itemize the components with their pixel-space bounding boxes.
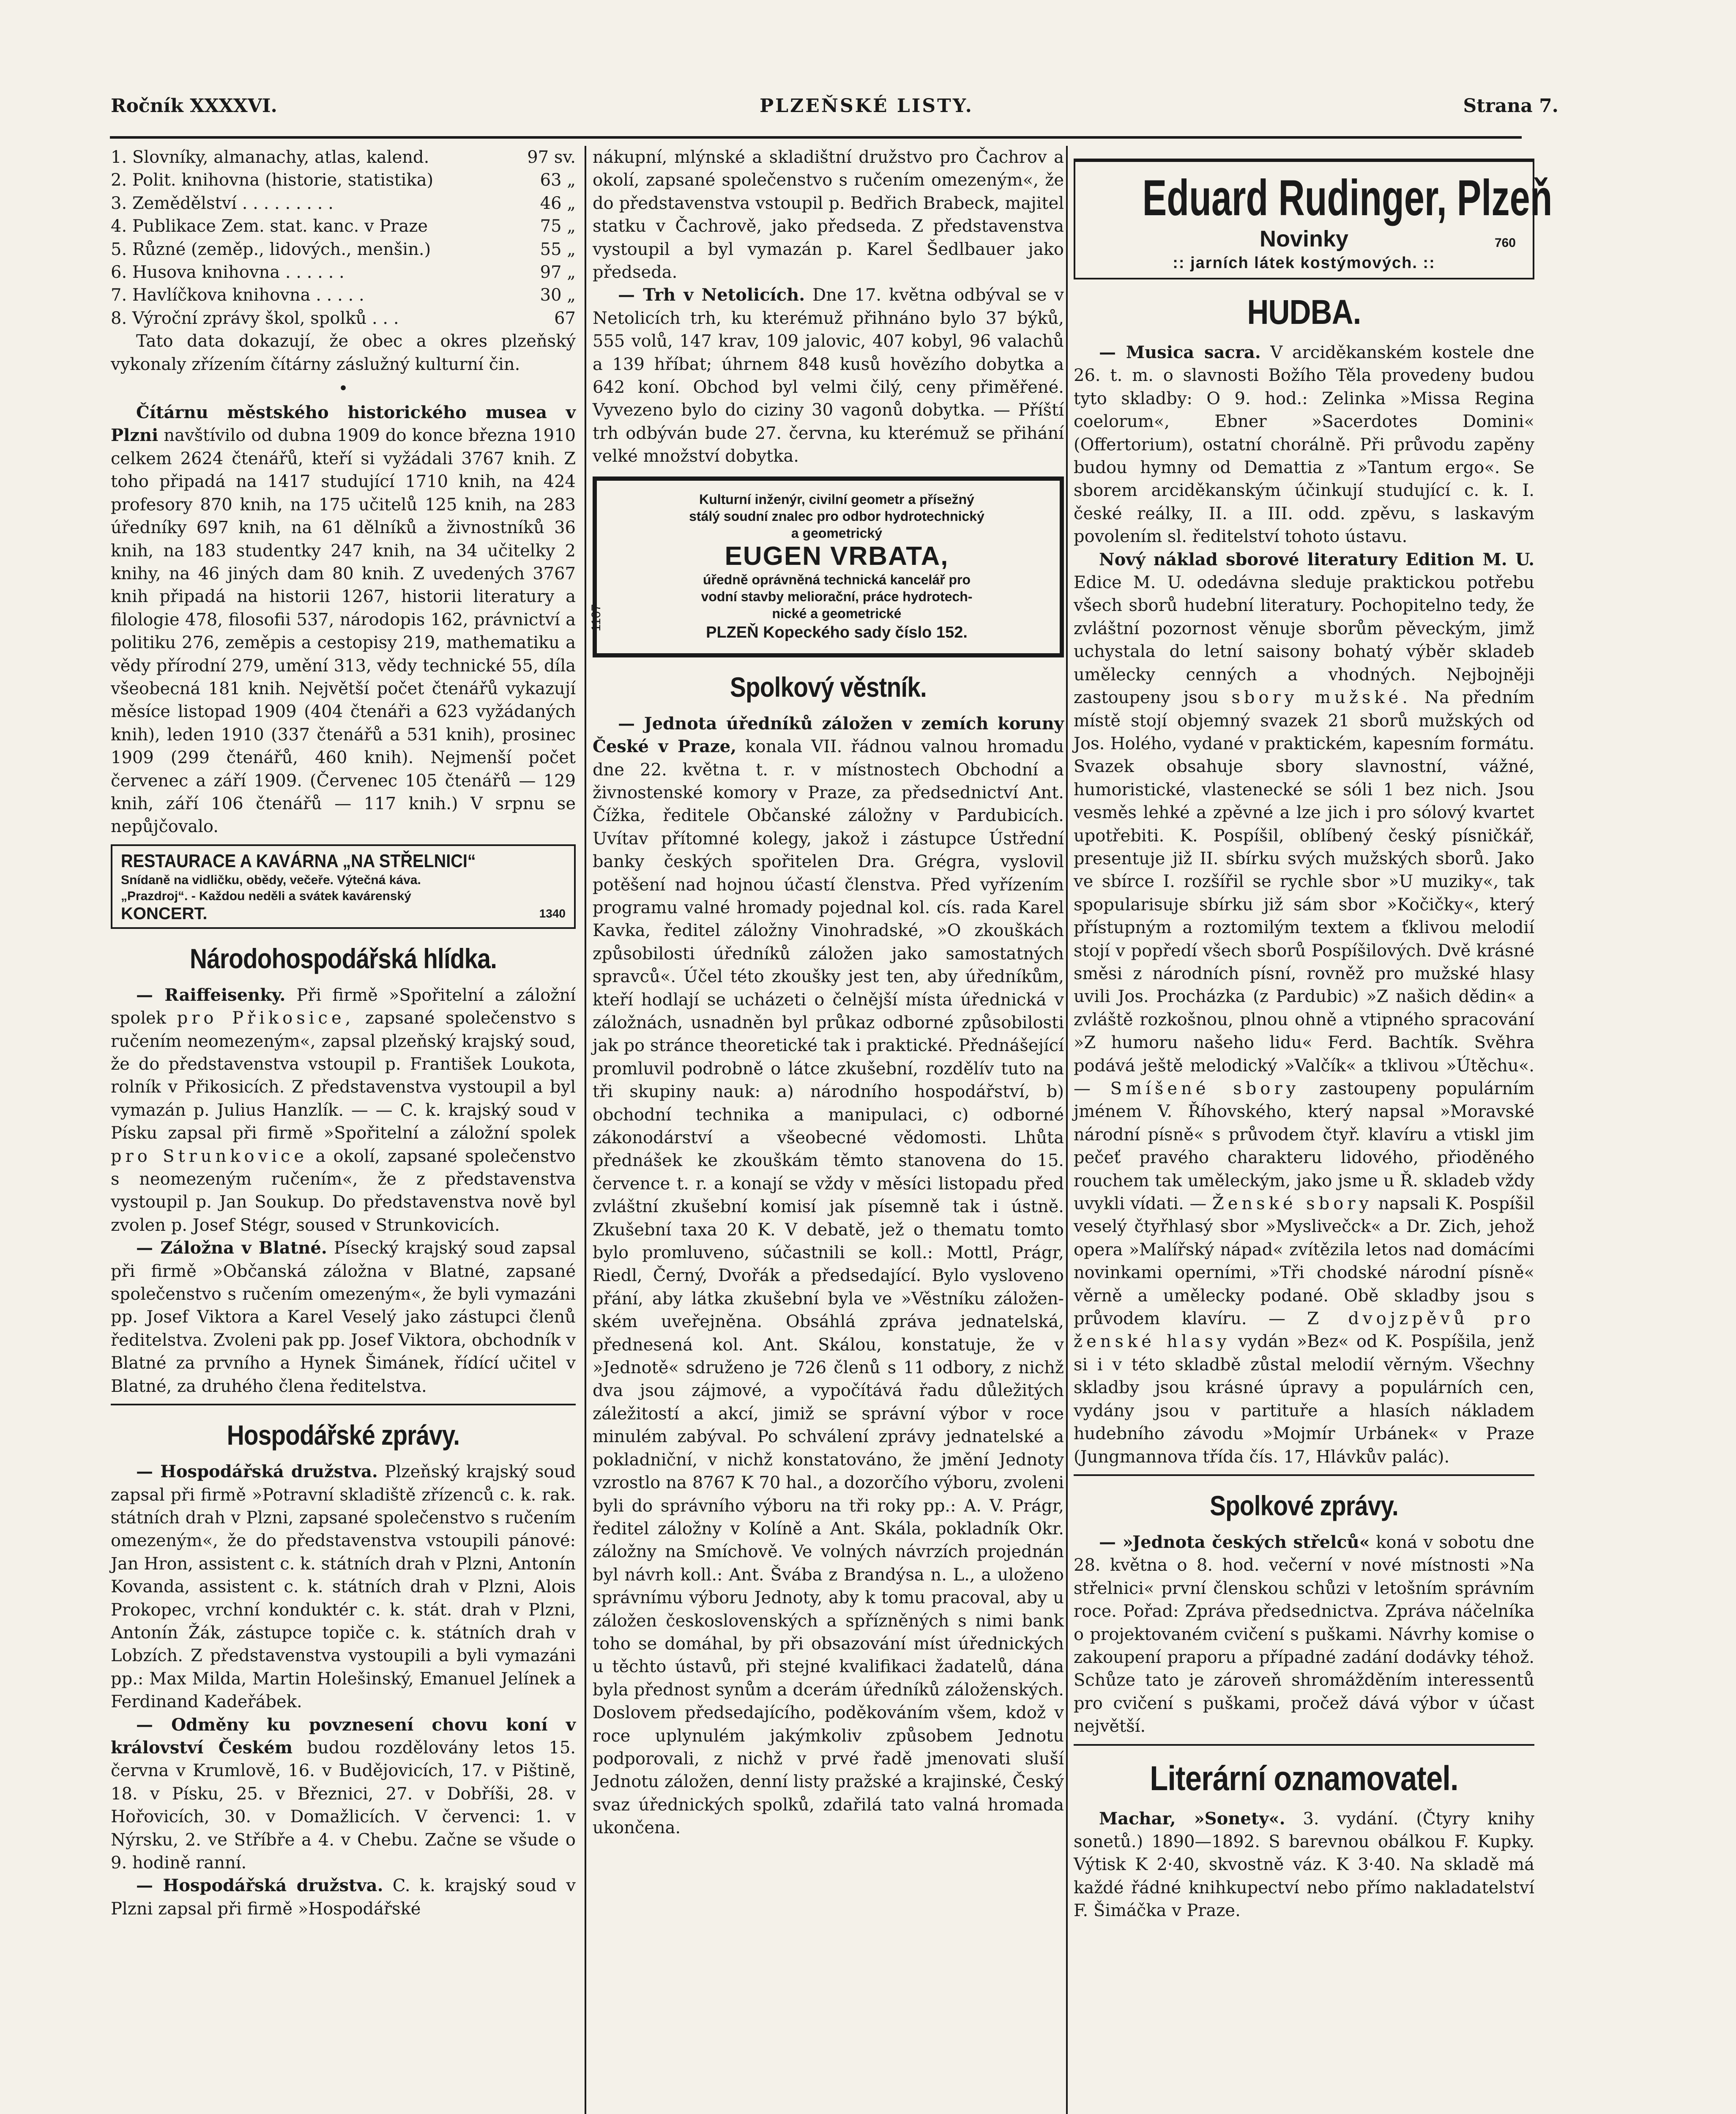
divider [1074, 1744, 1534, 1746]
paragraph: nákupní, mlýnské a skladištní družstvo pro Čachrov a okolí, zapsané společenstvo s ručením omezeným«, že do představenstva vstoupil p. Bedřich Brabeck, majitel statku v Čachrově, jako předseda. Z představenstva vystoupil a byl vymazán p. Karel Šedlbauer jako předseda. [593, 148, 1064, 282]
masthead-rule [110, 136, 1522, 139]
table-row: 4. Publikace Zem. stat. kanc. v Praze 75 „ [111, 216, 576, 236]
column-3 [1074, 146, 1553, 2114]
article-druzstva: — Hospodářská družstva. Plzeňský krajský soud zapsal při firmě »Potravní skladiště zřízenců c. k. rak. státních drah v Plzni, zapsané společenstvo s ručením omezeným«, že do představenstva vstoupili pánové: Jan Hron, assistent c. k. státních drah v Plzni, Antonín Kovanda, assistent c. k. státních drah v Plzni, Alois Prokopec, vrchní konduktér c. k. stát. drah v Plzni, Antonín Žák, zástupce topiče c. k. státních drah v Lobzích. Z představenstva vystoupili a byli vymazáni pp.: Max Milda, Martin Holešinský, Emanuel Jelínek a Ferdinand Kadeřábek. [111, 1462, 576, 1712]
article-raiffeisenky: — Raiffeisenky. Při firmě »Spořitelní a záložní spolek pro Přikosice, zapsané společenstvo s ručením neomezeným«, zapsal plzeňský krajský soud, že do představenstva vstoupil p. František Loukota, rolník v Přikosicích. Z představenstva vystoupil a byl vymazán p. Julius Hanzlík. — — C. k. krajský soud v Písku zapsal při firmě »Spořitelní a záložní spolek pro Strunkovice a okolí, zapsané společenstvo s neomezeným ručením«, že z představenstva vystoupil p. Jan Soukup. Do představenstva nově byl zvolen p. Josef Stégr, soused v Strunkovicích. [111, 985, 576, 1235]
table-row: 8. Výroční zprávy škol, spolků . . . 67 [111, 308, 576, 328]
article-zalozna-blatna: — Záložna v Blatné. Písecký krajský soud zapsal při firmě »Občanská záložna v Blatné, zapsané společenstvo s ručením omezeným«, že byli vymazáni pp. Josef Viktora a Karel Veselý jako zástupci členů ředitelstva. Zvoleni pak pp. Josef Viktora, obchodník v Blatné za prvního a Hynek Šimánek, řídící učitel v Blatné, za druhého člena ředitelstva. [111, 1238, 576, 1396]
divider [1074, 1474, 1534, 1476]
article-odmeny: — Odměny ku povznesení chovu koní v království Českém budou rozdělovány letos 15. června v Krumlově, 16. v Budějovicích, 17. v Pištině, 18. v Písku, 25. v Březnici, 27. v Dobříši, 28. v Hořovicích, 30. v Domažlicích. V červenci: 1. v Nýrsku, 2. ve Stříbře a 4. v Chebu. Začne se všude o 9. hodině ranní. [111, 1714, 576, 1873]
article-library: Čítárnu městského historického musea v Plzni navštívilo od dubna 1909 do konce března 1910 celkem 2624 čtenářů, kteří si vyžádali 3767 knih. Z toho připadá na 1417 studující 1710 knih, na 424 profesory 870 knih, na 175 učitelů 125 knih, na 283 úředníky 697 knih, na 61 dělníků a živnostníků 36 knih, na 183 studentky 247 knih, na 34 učitelky 2 knihy, na 46 jiných dam 80 knih. Z uvedených 3767 knih připadá na historii 1267, historii literatury a filologie 478, filosofii 537, národopis 162, právnictví a politiku 276, zeměpis a cestopisy 219, mathematiku a vědy přírodní 279, umění 313, vědy technické 55, díla všeobecná 181 knih. Největší počet čtenářů vykazují měsíce listopad 1909 (404 čtenáři a 623 vyžádaných knih), leden 1910 (337 čtenářů a 531 knih), prosinec 1909 (299 čtenářů, 460 knih). Nejmenší počet červenec a září 1909. (Červenec 105 čtenářů — 129 knih, září 106 čtenářů — 117 knih.) V srpnu se nepůjčovalo. [111, 403, 576, 837]
article-trh-netolice: — Trh v Netolicích. Dne 17. května odbýval se v Netolicích trh, ku kterémuž přihnáno bylo 37 býků, 555 volů, 147 krav, 109 jalovic, 407 kobyl, 96 valachů a 139 hříbat; úhrnem 848 kusů hovězího dobytka a 642 koní. Obchod byl velmi čilý, ceny přiměřené. Vyvezeno bylo do ciziny 30 vagonů dobytka. — Příští trh odbýván bude 27. června, ku kterémuž se přihání velké množství dobytka. [593, 285, 1064, 466]
column-1 [111, 146, 576, 2114]
ad-eduard-rudinger: Eduard Rudinger, Plzeň Novinky 760 :: jarních látek kostýmových. :: [1074, 159, 1534, 279]
section-heading: Národohospodářská hlídka. [189, 942, 497, 974]
article-jednota-strelcu: — »Jednota českých střelců« koná v sobotu dne 28. května o 8. hod. večerní v nové místnosti »Na střelnici« první členskou schůzi v letošním správním roce. Pořad: Zpráva předsednictva. Zpráva náčelníka o projektovaném cvičení s puškami. Návrhy komise o zakoupení praporu a případné zadání dodávky téhož. Schůze tato je zároveň shromážděním interessentů pro cvičení s puškami, pročež dává výbor v účast největší. [1074, 1532, 1534, 1736]
paragraph: Tato data dokazují, že obec a okres plzeňský vykonaly zřízením čítárny záslužný kulturní čin. [111, 331, 576, 374]
column-2 [589, 146, 1064, 2114]
column-divider [585, 146, 586, 2114]
masthead-volume: Ročník XXXXVI. [111, 95, 277, 117]
section-heading: Literární oznamovatel. [1150, 1759, 1458, 1798]
article-jednota-uredniku: — Jednota úředníků záložen v zemích koruny České v Praze, konala VII. řádnou valnou hromadu dne 22. května t. r. v místnostech Obchodní a živnostenské komory v Praze, za předsednictví Ant. Čížka, ředitele Občanské záložny v Pardubicích. Uvítav přítomné kolegy, jakož i zástupce Ústřední banky českých spořitelen Dra. Grégra, vyslovil potěšení nad hojnou účastí členstva. Před vyřízením programu valné hromady pojednal kol. cís. rada Karel Kavka, ředitel záložny Vinohradské, »O zkouškách způsobilosti úředníků záložen jako samostatných spravců«. Účel této zkoušky jest ten, aby úředníkům, kteří hodlají se ucházeti o čelnější místa úřednická v záložnách, usnadněn byl průkaz odborné způsobilosti jak po stránce theoretické tak i praktické. Přednášející promluvil podrobně o látce zkušební, rozdělív tuto na tři skupiny nauk: a) národního hospodářství, b) obchodní technika a manipulaci, c) odborné zákonodárství a všeobecné vědomosti. Lhůta přednášek ke zkouškám těmto stanovena do 15. července t. r. a konají se vždy v měsíci listopadu před zvláštní zkušební komisí jak písemně tak i ústně. Zkušební taxa 20 K. V debatě, jež o thematu tomto bylo promluveno, súčastnili se koll.: Mottl, Prágr, Riedl, Černý, Dvořák a předsedající. Bylo vysloveno přání, aby látka zkušební byla ve »Věstníku záloženském uveřejněna. Obsáhlá zpráva jednatelská, přednesená kol. Ant. Skálou, konstatuje, že v »Jednotě« sdruženo je 726 členů s 11 odbory, z nichž dva jsou zájmové, a vypočítává řadu důležitých záležitostí a akcí, jimiž se správní výbor v roce minulém zabýval. Po schválení zprávy jednatelské a pokladniční, v nichž konstatováno, že jmění Jednoty vzrostlo na 8767 K 70 hal., a dozorčího výboru, zvoleni byli do správního výboru na tři roky pp.: A. V. Prágr, ředitel záložny v Kolíně a Ant. Skála, pokladník Okr. záložny na Smíchově. Ve volných návrzích projednán byl návrh koll.: Ant. Švába z Brandýsa n. L., a uloženo správnímu výboru Jednoty, aby k tomu pracoval, aby u záložen československých a spřízněných s nimi bank toho se domáhal, by při obsazování míst úřednických u těchto ústavů, při stejné kvalifikaci žadatelů, dána byla přednost synům a dcerám úředníků záloženských. Doslovem předsedajícího, poděkováním všem, kdož v roce uplynulém jakýmkoliv způsobem Jednotu podporovali, z nichž v prvé řadě jmenovati sluší Jednotu záložen, denní listy pražské a krajinské, Český svaz úřednických spolků, zdařilá tato valná hromada ukončena. [593, 713, 1064, 1838]
library-stats-table [111, 146, 576, 330]
table-row: 3. Zemědělství . . . . . . . . . 46 „ [111, 193, 576, 213]
ad-eugen-vrbata: Kulturní inženýr, civilní geometr a přísežný stálý soudní znalec pro odbor hydrotechnický a geometrický EUGEN VRBATA, úředně oprávněná technická kancelář pro vodní stavby meliorační, práce hydrotech- nické a geometrické PLZEŇ Kopeckého sady číslo 152. 1107 [593, 476, 1064, 657]
masthead-page: Strana 7. [1463, 95, 1558, 117]
section-heading: HUDBA. [1247, 293, 1361, 331]
column-divider [1066, 146, 1068, 2114]
ad-restaurace: RESTAURACE A KAVÁRNA „NA STŘELNICI“ Snídaně na vidličku, obědy, večeře. Výtečná káva. „Prazdroj“. - Každou neděli a svátek kavárenský KONCERT. 1340 [111, 844, 576, 929]
table-row: 2. Polit. knihovna (historie, statistika) 63 „ [111, 170, 576, 190]
separator-dot: • [338, 379, 348, 399]
divider [111, 1404, 576, 1405]
article-edition-mu: Nový náklad sborové literatury Edition M. U. Edice M. U. odedávna sleduje praktickou potřebu všech sborů hudební literatury. Pochopitelno tedy, že zvláštní pozornost věnuje sborům pěveckým, jimž uchystala do letní saisony bohatý výběr skladeb umělecky cenných a vhodných. Nejbojněji zastoupeny jsou sbory mužské. Na předním místě stojí objemný svazek 21 sborů mužských od Jos. Holého, vydané v praktickém, kapesním formátu. Svazek obsahuje sbory slavnostní, vážné, humoristické, vlastenecké se sóli 1 bez nich. Jsou vesměs lehké a zpěvné a lze jich i pro sólový kvartet upotřebiti. K. Pospíšil, oblíbený český písničkář, presentuje již II. sbírku svých mužských sborů. Jako ve sbírce I. rozšířil se rychle sbor »U muziky«, tak spopularisuje sbírku již sám sbor »Kočičky«, který přístupným a roztomilým textem a ťklivou melodií stojí v popředí všech sborů Pospíšilových. Dvě krásné směsi z národních písní, rovněž pro mužské hlasy uvili Jos. Procházka (z Pardubic) »Z našich dědin« a zvláště rozkošnou, plnou ohně a vtipného spracování »Z humoru našeho lidu« Ferd. Bachtík. Svěhra podává ještě melodický »Valčík« a tklivou »Útěchu«. — Smíšené sbory zastoupeny populárním jménem V. Říhovského, který napsal »Moravské národní písně« s průvodem čtyř. klavíru a vtiskl jim pečeť pravého charakteru lidového, přioděného rouchem tak uměleckým, jako jsme u Ř. skladeb vždy uvykli vídati. — Ženské sbory napsali K. Pospíšil veselý čtyřhlasý sbor »Myslivečck« a Dr. Zich, jehož opera »Malířský nápad« zvítězila letos nad domácími novinkami operními, »Tři chodské národní písně« věrně a umělecky podané. Obě skladby jsou s průvodem klavíru. — Z dvojzpěvů pro ženské hlasy vydán »Bez« od K. Pospíšila, jenž si i v této skladbě zůstal melodií věrným. Všechny skladby jsou krásné úpravy a populárních cen, vydány jsou v partituře a hlasích nákladem hudebního závodu »Mojmír Urbánek« v Praze (Jungmannova třída čís. 17, Hlávkův palác). [1074, 549, 1535, 1467]
article-machar: Machar, »Sonety«. 3. vydání. (Čtyry knihy sonetů.) 1890—1892. S barevnou obálkou F. Kupky. Výtisk K 2·40, skvostně váz. K 3·40. Na skladě má každé řádné knihkupectví nebo přímo nakladatelství F. Šimáčka v Praze. [1074, 1808, 1535, 1921]
article-druzstva-2: — Hospodářská družstva. C. k. krajský soud v Plzni zapsal při firmě »Hospodářské [111, 1876, 576, 1919]
table-row: 1. Slovníky, almanachy, atlas, kalend. 97 sv. [111, 148, 576, 167]
section-heading: Hospodářské zprávy. [227, 1419, 460, 1451]
masthead-title: PLZEŇSKÉ LISTY. [760, 95, 973, 117]
table-row: 5. Různé (zeměp., lidových., menšin.) 55 „ [111, 239, 576, 259]
table-row: 6. Husova knihovna . . . . . . 97 „ [111, 263, 576, 282]
section-heading: Spolkové zprávy. [1210, 1490, 1398, 1521]
article-musica-sacra: — Musica sacra. V arciděkanském kostele dne 26. t. m. o slavnosti Božího Těla provedeny budou tyto skladby: O 9. hod.: Zelinka »Missa Regina coelorum«, Ebner »Sacerdotes Domini« (Offertorium), ostatní chorálně. Při průvodu zapěny budou hymny od Demattia z »Tantum ergo«. Se sborem arciděkanským účinkují studující c. k. I. české reálky, II. a III. odd. zpěvu, s laskavým povolením sl. ředitelství tohoto ústavu. [1074, 342, 1534, 547]
section-heading: Spolkový věstník. [730, 671, 927, 703]
table-row: 7. Havlíčkova knihovna . . . . . 30 „ [111, 285, 576, 305]
